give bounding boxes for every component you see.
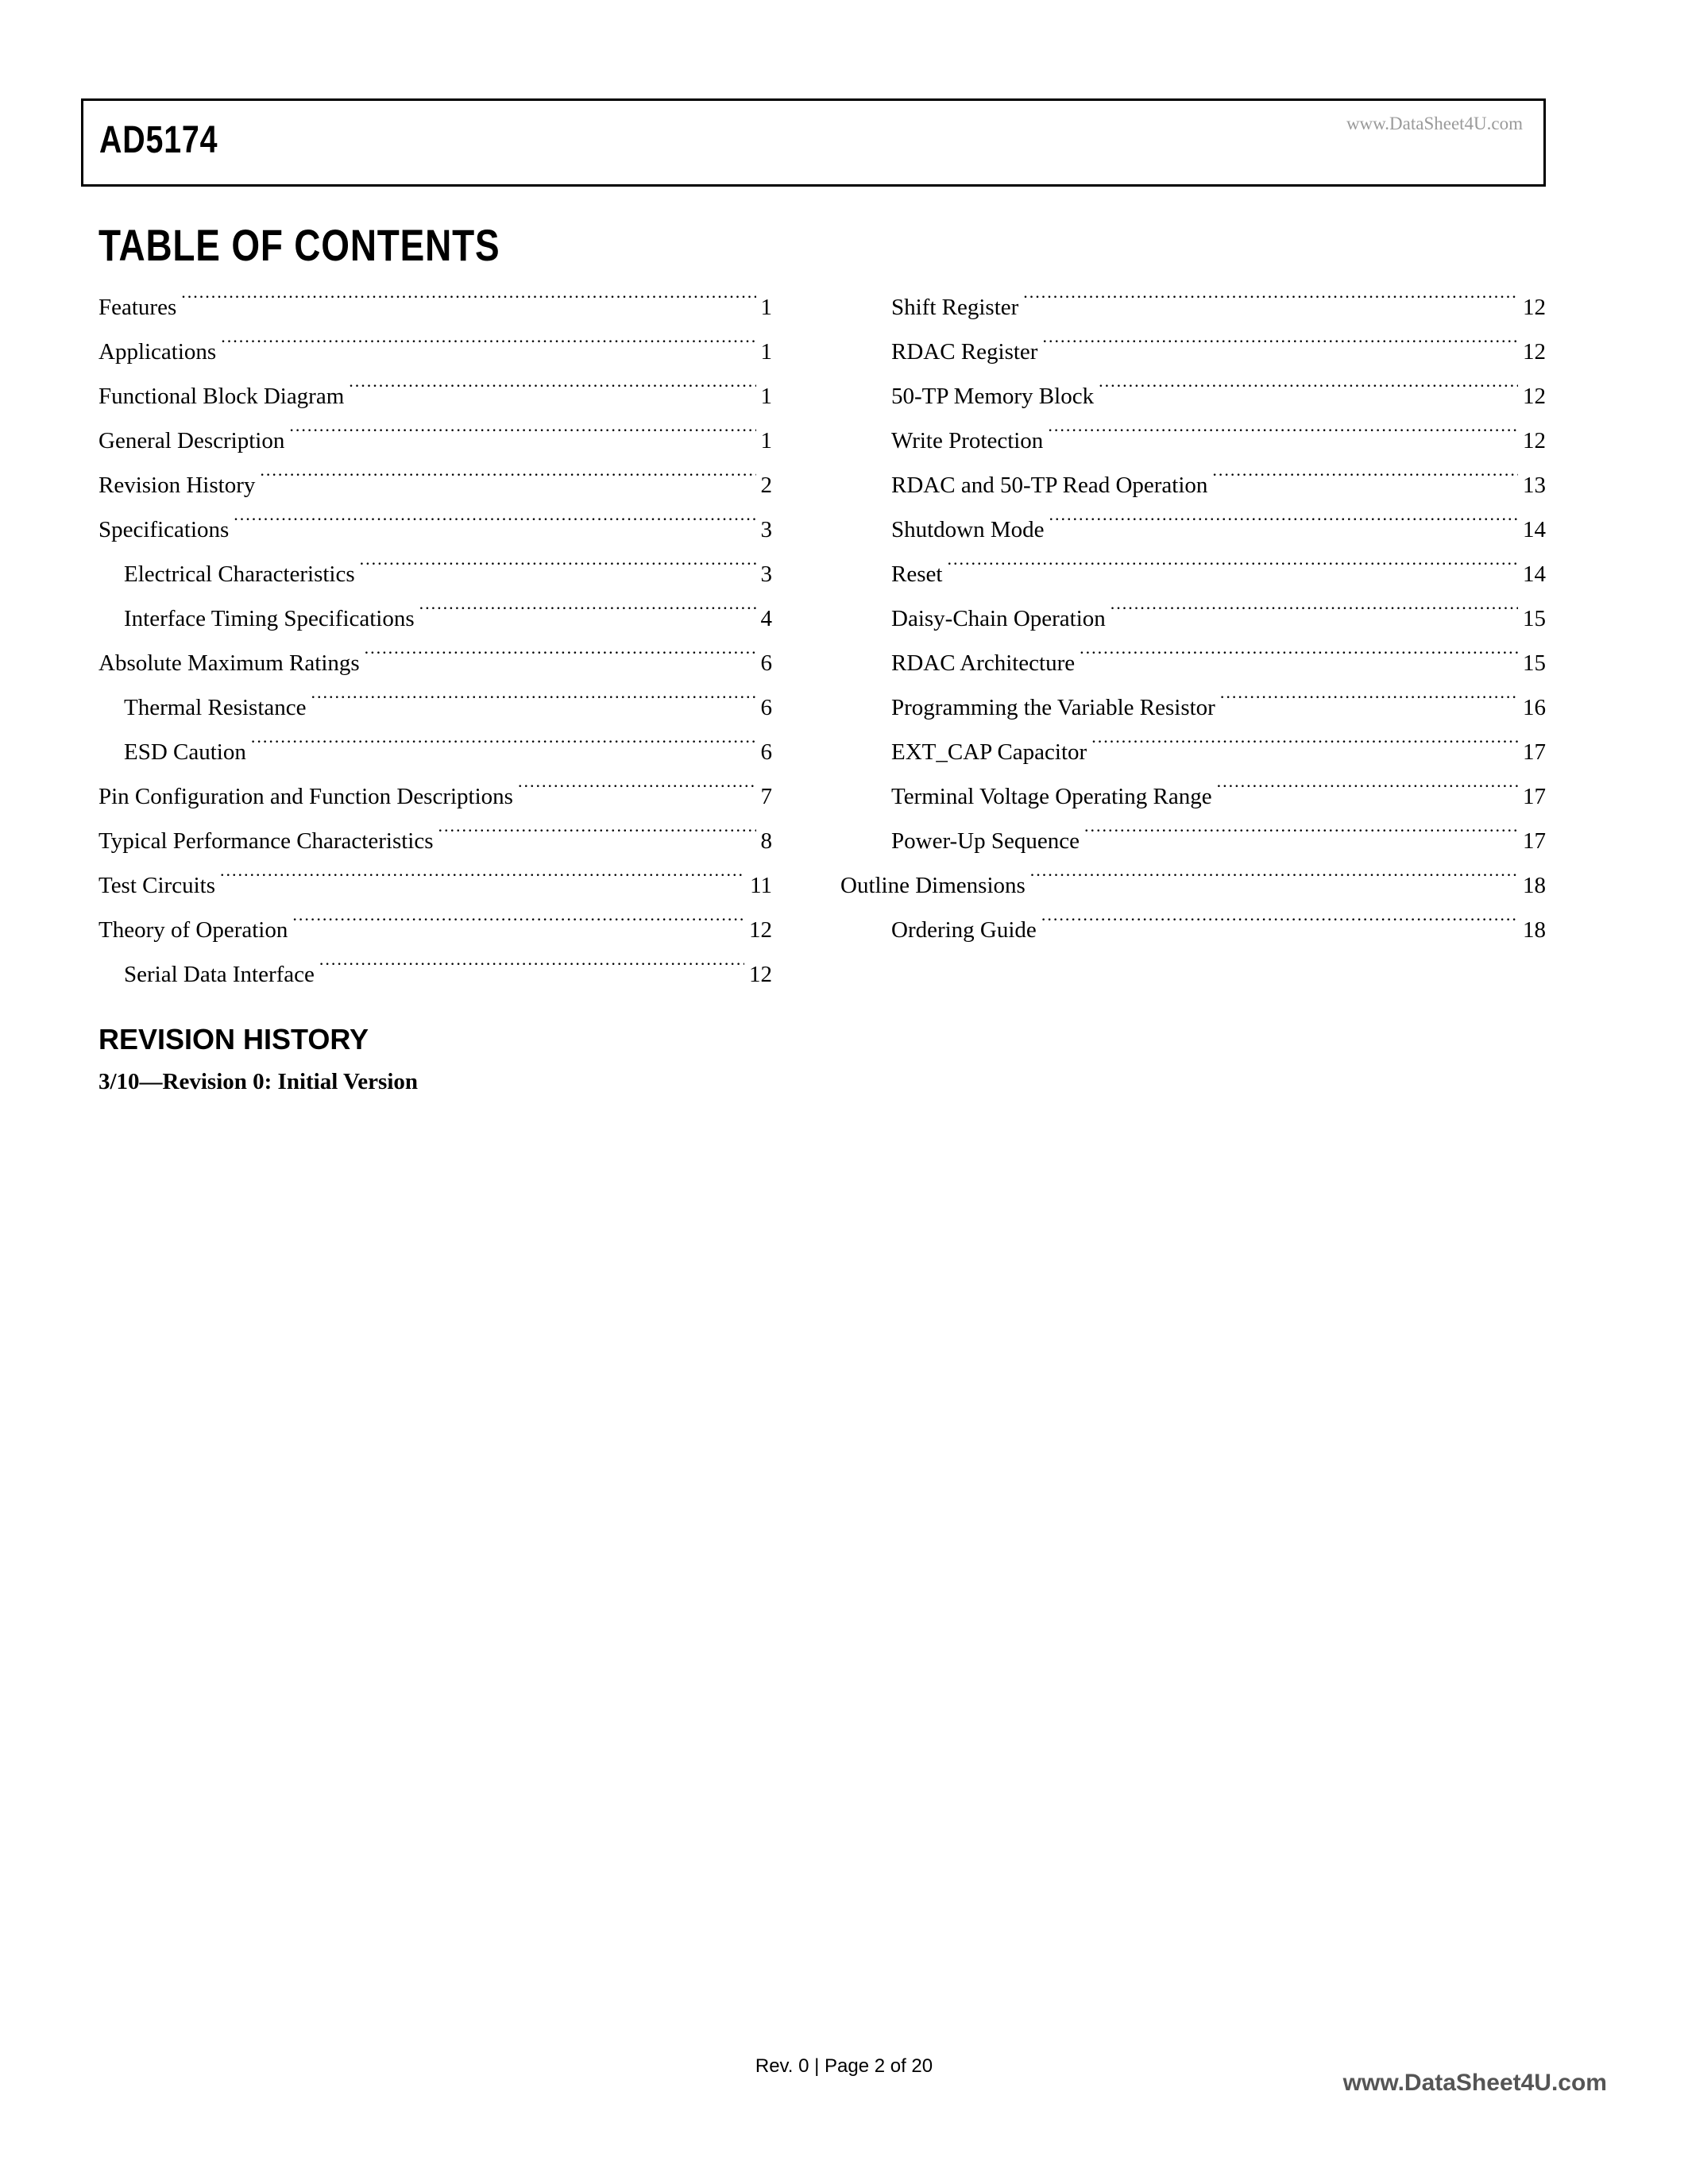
toc-dot-leader	[1091, 715, 1518, 759]
toc-dot-leader	[1217, 759, 1518, 804]
header-watermark-link[interactable]: www.DataSheet4U.com	[1346, 114, 1523, 133]
toc-dot-leader	[181, 270, 755, 314]
toc-entry-page: 12	[1523, 428, 1546, 453]
toc-entry-title: Thermal Resistance	[124, 695, 307, 720]
toc-entry-title: Terminal Voltage Operating Range	[891, 784, 1212, 809]
toc-dot-leader	[221, 314, 755, 359]
part-number: AD5174	[99, 119, 218, 161]
toc-entry-title: Typical Performance Characteristics	[98, 828, 434, 854]
toc-entry-page: 2	[760, 473, 772, 498]
footer-watermark-link[interactable]: www.DataSheet4U.com	[1342, 2070, 1607, 2096]
toc-entry-title: Interface Timing Specifications	[124, 606, 415, 631]
toc-entry-page: 18	[1523, 873, 1546, 898]
toc-entry-page: 6	[760, 650, 772, 676]
toc-entry-page: 4	[760, 606, 772, 631]
toc-dot-leader	[349, 359, 755, 403]
toc-entry-page: 17	[1523, 739, 1546, 765]
toc-entry[interactable]	[866, 270, 1546, 320]
toc-dot-leader	[1111, 581, 1518, 626]
toc-entry-title: EXT_CAP Capacitor	[891, 739, 1087, 765]
toc-entry-title: Pin Configuration and Function Descriptions	[98, 784, 513, 809]
toc-entry-page: 17	[1523, 828, 1546, 854]
toc-entry-page: 18	[1523, 917, 1546, 943]
toc-entry-page: 15	[1523, 606, 1546, 631]
toc-dot-leader	[1220, 670, 1518, 715]
toc-entry-page: 6	[760, 739, 772, 765]
toc-entry-page: 1	[760, 339, 772, 365]
revision-entry: 3/10—Revision 0: Initial Version	[98, 1069, 419, 1094]
toc-entry-title: Test Circuits	[98, 873, 215, 898]
toc-entry-page: 12	[1523, 384, 1546, 409]
toc-entry-title: ESD Caution	[124, 739, 246, 765]
toc-entry-page: 12	[749, 917, 772, 943]
toc-title: TABLE OF CONTENTS	[98, 220, 500, 270]
toc-dot-leader	[518, 759, 756, 804]
toc-entry-page: 1	[760, 428, 772, 453]
toc-entry-title: RDAC and 50-TP Read Operation	[891, 473, 1208, 498]
toc-dot-leader	[1049, 492, 1518, 537]
toc-entry-page: 16	[1523, 695, 1546, 720]
toc-dot-leader	[360, 537, 756, 581]
toc-entry-title: RDAC Architecture	[891, 650, 1076, 676]
toc-entry-page: 1	[760, 295, 772, 320]
toc-entry-page: 6	[760, 695, 772, 720]
toc-entry-title: Shift Register	[891, 295, 1019, 320]
toc-dot-leader	[1084, 804, 1518, 848]
toc-entry-title: Revision History	[98, 473, 256, 498]
toc-entry-page: 17	[1523, 784, 1546, 809]
toc-dot-leader	[311, 670, 756, 715]
toc-dot-leader	[1212, 448, 1518, 492]
toc-entry-page: 1	[760, 384, 772, 409]
toc-right-column	[840, 270, 1546, 943]
toc-entry-title: Theory of Operation	[98, 917, 288, 943]
toc-dot-leader	[292, 893, 744, 937]
toc-entry-title: General Description	[98, 428, 285, 453]
toc-dot-leader	[438, 804, 756, 848]
toc-entry-page: 11	[750, 873, 772, 898]
page-footer: Rev. 0 | Page 2 of 20	[755, 2055, 933, 2077]
toc-dot-leader	[251, 715, 756, 759]
toc-entry[interactable]	[98, 270, 772, 320]
toc-dot-leader	[947, 537, 1518, 581]
toc-entry-page: 7	[760, 784, 772, 809]
toc-entry-title: 50-TP Memory Block	[891, 384, 1095, 409]
toc-entry-title: Programming the Variable Resistor	[891, 695, 1215, 720]
toc-dot-leader	[1042, 314, 1518, 359]
toc-dot-leader	[220, 848, 745, 893]
revision-history-heading: REVISION HISTORY	[98, 1023, 369, 1055]
toc-entry-page: 3	[760, 517, 772, 542]
toc-entry-page: 8	[760, 828, 772, 854]
toc-entry[interactable]	[866, 581, 1546, 631]
toc-entry-title: Shutdown Mode	[891, 517, 1045, 542]
toc-entry-page: 14	[1523, 561, 1546, 587]
toc-entry-title: Applications	[98, 339, 217, 365]
toc-entry-page: 13	[1523, 473, 1546, 498]
toc-entry-title: Specifications	[98, 517, 230, 542]
toc-entry[interactable]	[866, 537, 1546, 587]
toc-entry-title: Ordering Guide	[891, 917, 1037, 943]
toc-entry-title: Daisy-Chain Operation	[891, 606, 1106, 631]
toc-entry-title: Outline Dimensions	[840, 873, 1026, 898]
toc-entry-page: 12	[1523, 295, 1546, 320]
toc-entry-page: 12	[749, 962, 772, 987]
toc-entry-page: 3	[760, 561, 772, 587]
toc-entry-title: Absolute Maximum Ratings	[98, 650, 360, 676]
toc-dot-leader	[1023, 270, 1518, 314]
toc-entry-title: RDAC Register	[891, 339, 1038, 365]
toc-entry-page: 12	[1523, 339, 1546, 365]
toc-dot-leader	[1080, 626, 1518, 670]
toc-entry-title: Reset	[891, 561, 943, 587]
toc-dot-leader	[419, 581, 756, 626]
toc-dot-leader	[1041, 893, 1518, 937]
toc-dot-leader	[365, 626, 756, 670]
toc-entry-title: Serial Data Interface	[124, 962, 315, 987]
toc-dot-leader	[260, 448, 755, 492]
toc-left-column	[98, 270, 772, 987]
toc-entry-title: Power-Up Sequence	[891, 828, 1080, 854]
toc-dot-leader	[1030, 848, 1518, 893]
toc-dot-leader	[1099, 359, 1518, 403]
toc-dot-leader	[234, 492, 755, 537]
toc-entry[interactable]	[98, 314, 772, 365]
toc-entry-page: 15	[1523, 650, 1546, 676]
toc-dot-leader	[319, 937, 744, 982]
toc-entry-title: Electrical Characteristics	[124, 561, 355, 587]
header-box	[81, 98, 1546, 187]
toc-entry-title: Write Protection	[891, 428, 1044, 453]
toc-entry-title: Functional Block Diagram	[98, 384, 345, 409]
toc-dot-leader	[1048, 403, 1518, 448]
toc-entry-title: Features	[98, 295, 177, 320]
toc-entry-page: 14	[1523, 517, 1546, 542]
toc-dot-leader	[289, 403, 755, 448]
